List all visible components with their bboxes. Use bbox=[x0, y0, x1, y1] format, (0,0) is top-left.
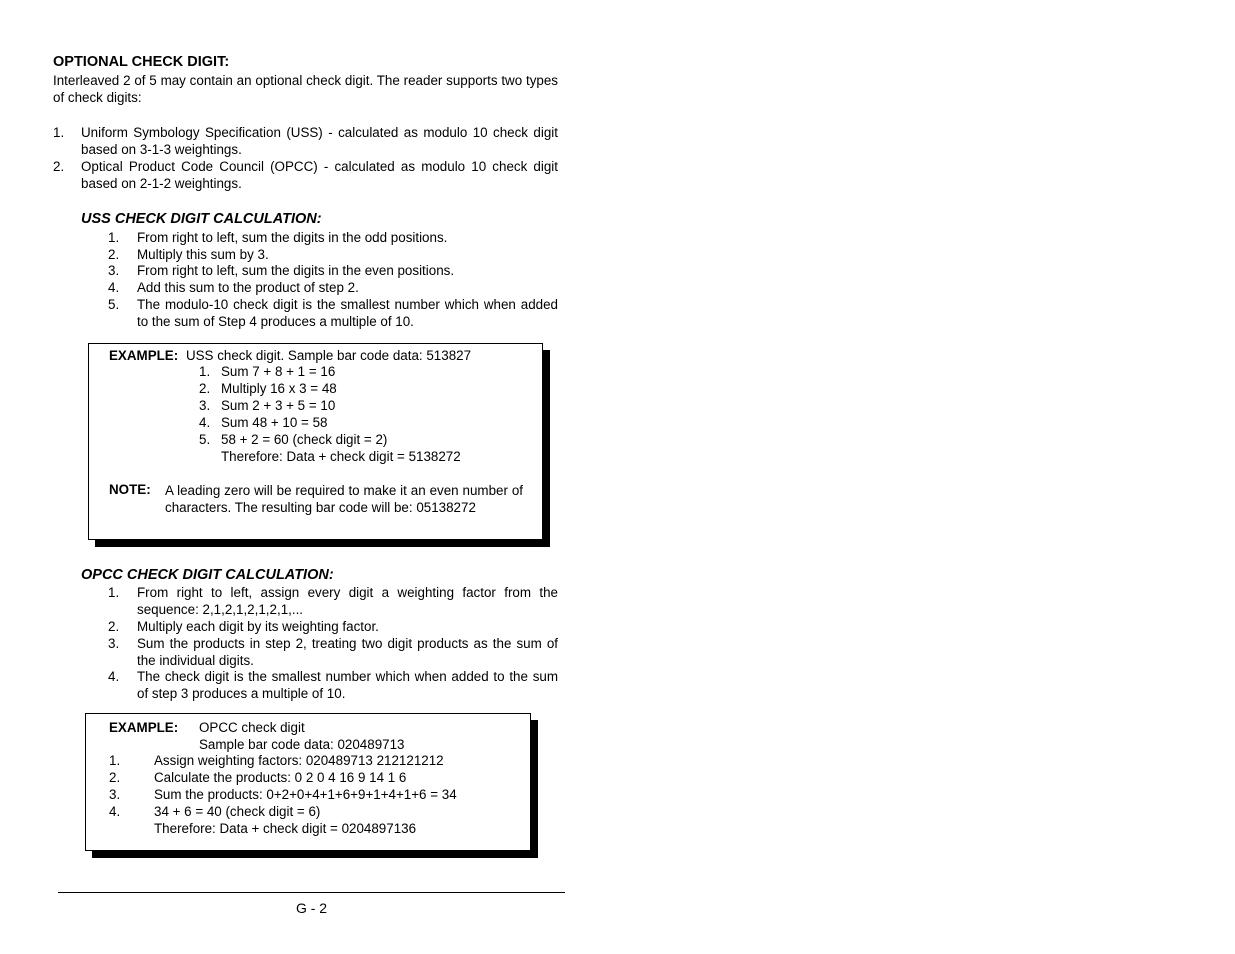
step-number: 3. bbox=[108, 636, 120, 651]
example-step: Multiply 16 x 3 = 48 bbox=[221, 381, 337, 396]
example-number: 4. bbox=[199, 415, 211, 430]
uss-example-box bbox=[88, 343, 543, 540]
page-number: G - 2 bbox=[295, 900, 328, 916]
example-number: 2. bbox=[109, 770, 121, 785]
example-number: 3. bbox=[199, 398, 211, 413]
step-number: 5. bbox=[108, 297, 120, 312]
footer-rule bbox=[58, 892, 565, 893]
example-step: Calculate the products: 0 2 0 4 16 9 14 1 6 bbox=[154, 770, 407, 785]
example-step: 58 + 2 = 60 (check digit = 2) bbox=[221, 432, 388, 447]
example-step: Sum 2 + 3 + 5 = 10 bbox=[221, 398, 336, 413]
example-number: 2. bbox=[199, 381, 211, 396]
example-therefore: Therefore: Data + check digit = 5138272 bbox=[221, 449, 461, 464]
step-text: From right to left, sum the digits in the even positions. bbox=[137, 263, 455, 278]
example-number: 5. bbox=[199, 432, 211, 447]
example-label: EXAMPLE: bbox=[109, 348, 179, 363]
uss-step bbox=[108, 297, 558, 330]
step-text: The check digit is the smallest number which when added to the sum of step 3 produces a multiple of 10. bbox=[137, 669, 558, 701]
step-number: 2. bbox=[108, 619, 120, 634]
example-step: Assign weighting factors: 020489713 212121212 bbox=[154, 753, 444, 768]
example-number: 3. bbox=[109, 787, 121, 802]
uss-step bbox=[108, 280, 558, 297]
opcc-step bbox=[108, 585, 558, 618]
uss-step bbox=[108, 247, 558, 264]
opcc-example-box bbox=[85, 713, 531, 851]
type-text: Uniform Symbology Specification (USS) - calculated as modulo 10 check digit based on 3-1-3 weightings. bbox=[81, 125, 558, 157]
example-therefore: Therefore: Data + check digit = 0204897136 bbox=[154, 821, 417, 836]
step-number: 3. bbox=[108, 263, 120, 278]
intro-paragraph: Interleaved 2 of 5 may contain an optional check digit. The reader supports two types of check digits: bbox=[53, 73, 558, 105]
example-heading: USS check digit. Sample bar code data: 513827 bbox=[185, 348, 472, 363]
uss-title: USS CHECK DIGIT CALCULATION: bbox=[81, 211, 322, 227]
section-heading: OPTIONAL CHECK DIGIT: bbox=[53, 54, 230, 70]
list-number: 2. bbox=[53, 159, 65, 174]
example-step: Sum the products: 0+2+0+4+1+6+9+1+4+1+6 = 34 bbox=[154, 787, 457, 802]
type-item-uss bbox=[53, 125, 558, 158]
step-text: From right to left, assign every digit a weighting factor from the sequence: 2,1,2,1,2,1,2,1,... bbox=[137, 585, 558, 617]
note-text: A leading zero will be required to make it an even number of characters. The resulting bar code will be: 05138272 bbox=[165, 483, 523, 515]
example-step: Sum 48 + 10 = 58 bbox=[221, 415, 328, 430]
opcc-step bbox=[108, 636, 558, 669]
list-number: 1. bbox=[53, 125, 65, 140]
step-text: Multiply each digit by its weighting factor. bbox=[137, 619, 379, 634]
example-heading: OPCC check digit bbox=[199, 720, 305, 735]
opcc-step bbox=[108, 669, 558, 702]
step-text: Multiply this sum by 3. bbox=[137, 247, 269, 262]
step-text: The modulo-10 check digit is the smallest number which when added to the sum of Step 4 produces a multiple of 10. bbox=[137, 297, 558, 329]
step-text: Sum the products in step 2, treating two digit products as the sum of the individual digits. bbox=[137, 636, 558, 668]
step-number: 1. bbox=[108, 230, 120, 245]
type-item-opcc bbox=[53, 159, 558, 192]
step-number: 1. bbox=[108, 585, 120, 600]
step-number: 2. bbox=[108, 247, 120, 262]
step-number: 4. bbox=[108, 669, 120, 684]
example-number: 1. bbox=[109, 753, 121, 768]
example-label: EXAMPLE: bbox=[109, 720, 179, 735]
step-number: 4. bbox=[108, 280, 120, 295]
example-number: 4. bbox=[109, 804, 121, 819]
uss-step bbox=[108, 263, 558, 280]
step-text: Add this sum to the product of step 2. bbox=[137, 280, 359, 295]
type-text: Optical Product Code Council (OPCC) - calculated as modulo 10 check digit based on 2-1-2 weightings. bbox=[81, 159, 558, 191]
example-sample: Sample bar code data: 020489713 bbox=[199, 737, 405, 752]
opcc-title: OPCC CHECK DIGIT CALCULATION: bbox=[81, 567, 334, 583]
example-step: Sum 7 + 8 + 1 = 16 bbox=[221, 364, 336, 379]
note-label: NOTE: bbox=[109, 482, 151, 497]
example-step: 34 + 6 = 40 (check digit = 6) bbox=[154, 804, 321, 819]
uss-step bbox=[108, 230, 558, 247]
opcc-step bbox=[108, 619, 558, 636]
example-number: 1. bbox=[199, 364, 211, 379]
step-text: From right to left, sum the digits in the odd positions. bbox=[137, 230, 448, 245]
